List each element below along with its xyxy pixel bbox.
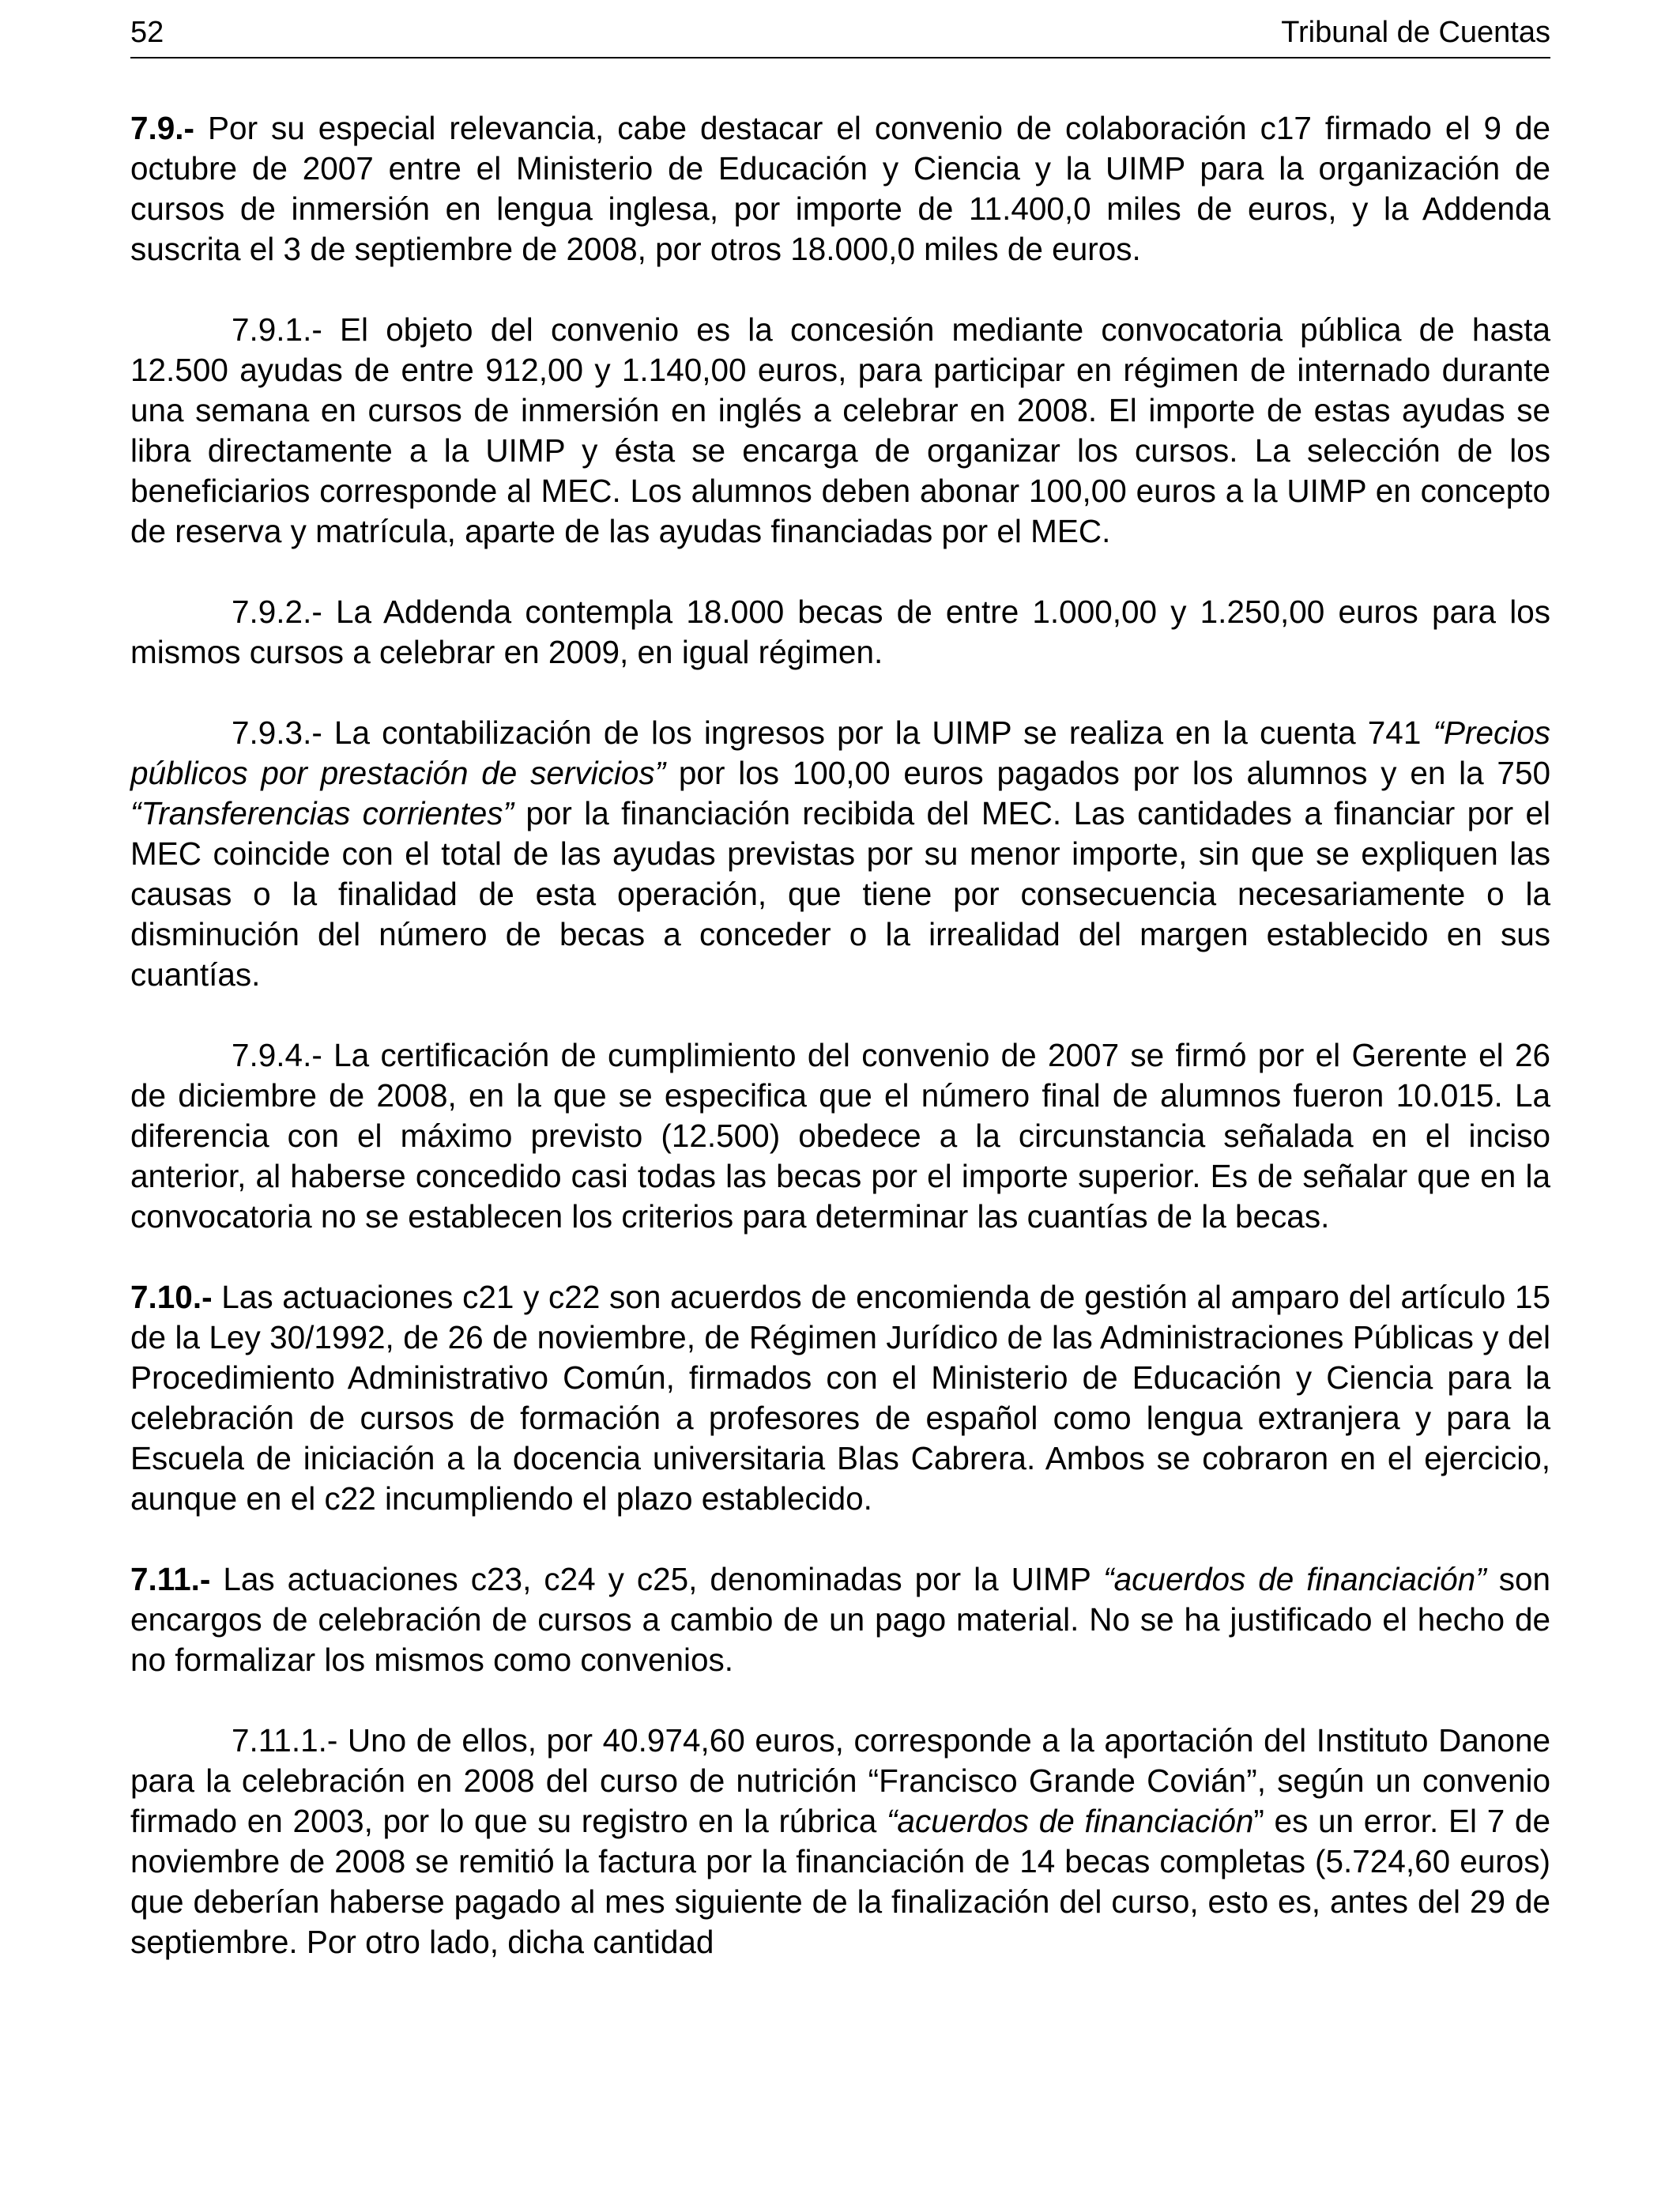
document-page (130, 16, 1550, 1962)
paragraph-7-9-2: 7.9.2.- La Addenda contempla 18.000 becas de entre 1.000,00 y 1.250,00 euros para los mismos cursos a celebrar en 2009, en igual régimen. (130, 594, 1550, 670)
quoted-account-name: “Precios públicos por prestación de servicios” (130, 714, 1550, 791)
page-header (130, 16, 1550, 58)
section-number: 7.10.- (130, 1279, 213, 1315)
quoted-account-name: “Transferencias corrientes” (130, 795, 514, 831)
page-number: 52 (130, 16, 164, 49)
document-body (130, 108, 1550, 1962)
quoted-term: “acuerdos de financiación” (1103, 1561, 1486, 1597)
section-number: 7.11.- (130, 1561, 211, 1597)
quoted-term: “acuerdos de financiación (886, 1803, 1254, 1839)
section-number: 7.9.- (130, 110, 195, 146)
paragraph-7-9-1: 7.9.1.- El objeto del convenio es la concesión mediante convocatoria pública de hasta 12.500 ayudas de entre 912,00 y 1.140,00 euros, para participar en régimen de internado durante una semana en cursos de inmersión en inglés a celebrar en 2008. El importe de estas ayudas se libra directamente a la UIMP y ésta se encarga de organizar los cursos. La selección de los beneficiarios corresponde al MEC. Los alumnos deben abonar 100,00 euros a la UIMP en concepto de reserva y matrícula, aparte de las ayudas financiadas por el MEC. (130, 311, 1550, 549)
running-title: Tribunal de Cuentas (1281, 16, 1550, 49)
paragraph-7-9-4: 7.9.4.- La certificación de cumplimiento del convenio de 2007 se firmó por el Gerente el 26 de diciembre de 2008, en la que se especifica que el número final de alumnos fueron 10.015. La diferencia con el máximo previsto (12.500) obedece a la circunstancia señalada en el inciso anterior, al haberse concedido casi todas las becas por el importe superior. Es de señalar que en la convocatoria no se establecen los criterios para determinar las cuantías de la becas. (130, 1037, 1550, 1235)
paragraph-7-9: 7.9.- Por su especial relevancia, cabe destacar el convenio de colaboración c17 firmado el 9 de octubre de 2007 entre el Ministerio de Educación y Ciencia y la UIMP para la organización de cursos de inmersión en lengua inglesa, por importe de 11.400,0 miles de euros, y la Addenda suscrita el 3 de septiembre de 2008, por otros 18.000,0 miles de euros. (130, 110, 1550, 267)
paragraph-7-11: 7.11.- Las actuaciones c23, c24 y c25, denominadas por la UIMP “acuerdos de financiación” son encargos de celebración de cursos a cambio de un pago material. No se ha justificado el hecho de no formalizar los mismos como convenios. (130, 1561, 1550, 1678)
paragraph-7-10: 7.10.- Las actuaciones c21 y c22 son acuerdos de encomienda de gestión al amparo del artículo 15 de la Ley 30/1992, de 26 de noviembre, de Régimen Jurídico de las Administraciones Públicas y del Procedimiento Administrativo Común, firmados con el Ministerio de Educación y Ciencia para la celebración de cursos de formación a profesores de español como lengua extranjera y para la Escuela de iniciación a la docencia universitaria Blas Cabrera. Ambos se cobraron en el ejercicio, aunque en el c22 incumpliendo el plazo establecido. (130, 1279, 1550, 1517)
paragraph-7-9-3: 7.9.3.- La contabilización de los ingresos por la UIMP se realiza en la cuenta 741 “Precios públicos por prestación de servicios” por los 100,00 euros pagados por los alumnos y en la 750 “Transferencias corrientes” por la financiación recibida del MEC. Las cantidades a financiar por el MEC coincide con el total de las ayudas previstas por su menor importe, sin que se expliquen las causas o la finalidad de esta operación, que tiene por consecuencia necesariamente o la disminución del número de becas a conceder o la irrealidad del margen establecido en sus cuantías. (130, 714, 1550, 993)
paragraph-7-11-1: 7.11.1.- Uno de ellos, por 40.974,60 euros, corresponde a la aportación del Instituto Danone para la celebración en 2008 del curso de nutrición “Francisco Grande Covián”, según un convenio firmado en 2003, por lo que su registro en la rúbrica “acuerdos de financiación” es un error. El 7 de noviembre de 2008 se remitió la factura por la financiación de 14 becas completas (5.724,60 euros) que deberían haberse pagado al mes siguiente de la finalización del curso, esto es, antes del 29 de septiembre. Por otro lado, dicha cantidad (130, 1722, 1550, 1960)
